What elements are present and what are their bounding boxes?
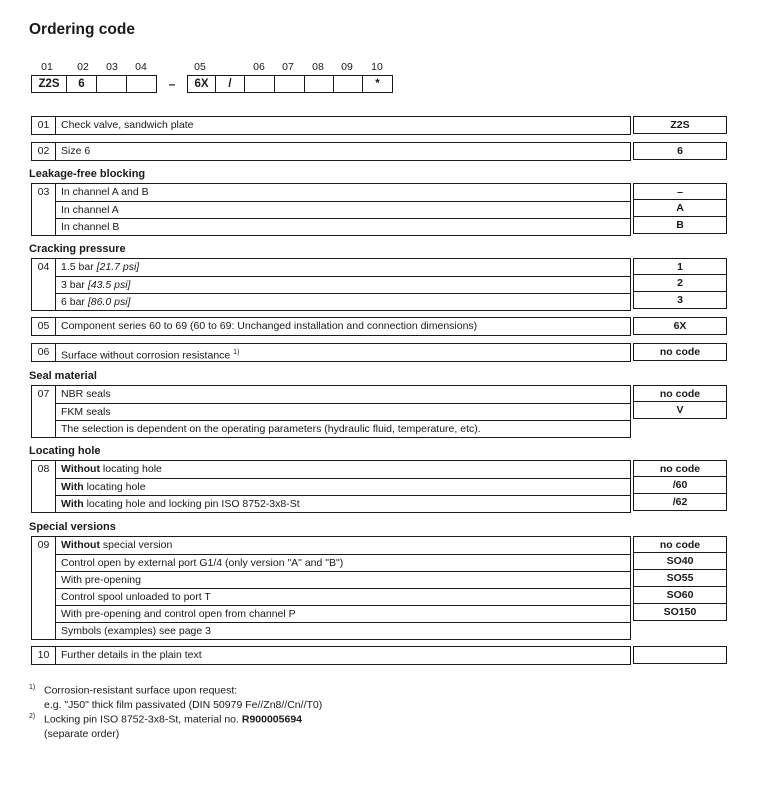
code-cell <box>245 75 275 93</box>
footnote-1 <box>29 684 237 697</box>
position-number: 03 <box>106 61 118 73</box>
code-value: SO60 <box>633 587 727 604</box>
position-number: 05 <box>194 61 206 73</box>
row-description: 6 bar <box>61 296 88 308</box>
row-description: In channel B <box>56 218 630 235</box>
footnote-mark: 1) <box>29 684 36 691</box>
code-cell: Z2S <box>31 75 67 93</box>
code-cell: 6 <box>67 75 97 93</box>
code-value: – <box>633 183 727 200</box>
code-value <box>633 646 727 664</box>
footnote-mark: 2) <box>29 713 36 720</box>
code-value: 2 <box>633 275 727 292</box>
row-number: 02 <box>32 143 56 160</box>
code-dash: – <box>168 77 176 91</box>
code-value: /62 <box>633 494 727 511</box>
code-value: V <box>633 402 727 419</box>
section-heading: Locating hole <box>29 445 101 457</box>
row-description: With pre-opening and control open from channel P <box>56 605 630 622</box>
code-value: 3 <box>633 292 727 309</box>
row-number: 06 <box>32 344 56 361</box>
code-cell: / <box>216 75 245 93</box>
page-title: Ordering code <box>29 21 135 38</box>
code-value: no code <box>633 460 727 477</box>
code-cell <box>97 75 127 93</box>
row-number: 04 <box>32 259 56 276</box>
row-number: 08 <box>32 461 56 478</box>
code-value: 6 <box>633 142 727 160</box>
row-description: NBR seals <box>61 388 111 400</box>
row-description: FKM seals <box>56 403 630 420</box>
row-description: Check valve, sandwich plate <box>61 119 194 131</box>
code-value: 6X <box>633 317 727 335</box>
row-description: Surface without corrosion resistance <box>61 349 234 362</box>
code-cell: 6X <box>187 75 216 93</box>
row-description: Component series 60 to 69 (60 to 69: Unchanged installation and connection dimensions) <box>61 320 478 332</box>
row-07 <box>31 385 631 438</box>
row-description: special version <box>99 539 173 551</box>
row-number: 07 <box>32 386 56 403</box>
row-number: 05 <box>32 318 56 335</box>
position-number: 06 <box>253 61 265 73</box>
row-description: In channel A and B <box>61 186 149 198</box>
psi-value: [86.0 psi] <box>87 296 131 308</box>
footnote-ref: 1) <box>233 349 240 356</box>
row-10 <box>31 646 631 665</box>
row-number: 01 <box>32 117 56 134</box>
section-heading: Seal material <box>29 370 97 382</box>
code-value: A <box>633 200 727 217</box>
position-number: 02 <box>77 61 89 73</box>
row-05 <box>31 317 631 336</box>
code-value: SO40 <box>633 553 727 570</box>
code-value: no code <box>633 385 727 402</box>
position-number: 04 <box>135 61 147 73</box>
row-number: 09 <box>32 537 56 554</box>
ordering-code-strip <box>31 75 393 93</box>
footnote-text: Locking pin ISO 8752-3x8-St, material no. <box>44 713 242 726</box>
row-04 <box>31 258 631 311</box>
row-description: Symbols (examples) see page 3 <box>56 622 630 639</box>
row-description: With pre-opening <box>56 571 630 588</box>
section-heading: Cracking pressure <box>29 243 126 255</box>
position-number: 01 <box>41 61 53 73</box>
row-description-bold: Without <box>61 539 100 551</box>
code-cell <box>305 75 334 93</box>
row-description: 3 bar <box>61 279 88 291</box>
row-number: 10 <box>32 647 56 664</box>
psi-value: [21.7 psi] <box>96 261 140 273</box>
row-description: In channel A <box>56 201 630 218</box>
row-description: Size 6 <box>61 145 91 157</box>
row-description: 1.5 bar <box>61 261 97 273</box>
footnote-text: Corrosion-resistant surface upon request: <box>44 684 238 697</box>
row-description: Control open by external port G1/4 (only version "A" and "B") <box>56 554 630 571</box>
material-number: R900005694 <box>241 713 302 726</box>
code-cell <box>127 75 157 93</box>
code-cell <box>275 75 305 93</box>
section-heading: Leakage-free blocking <box>29 168 146 180</box>
row-08 <box>31 460 631 513</box>
position-number: 08 <box>312 61 324 73</box>
row-description: Control spool unloaded to port T <box>56 588 630 605</box>
row-description-bold: Without <box>61 463 100 475</box>
row-06 <box>31 343 631 362</box>
row-description: locating hole <box>99 463 162 475</box>
row-03 <box>31 183 631 236</box>
code-cell <box>334 75 363 93</box>
row-description-bold: With <box>61 481 84 493</box>
code-value: Z2S <box>633 116 727 134</box>
code-value: no code <box>633 536 727 553</box>
code-value: 1 <box>633 258 727 275</box>
row-description: locating hole and locking pin ISO 8752-3x8-St <box>83 498 300 510</box>
code-value: /60 <box>633 477 727 494</box>
code-value: SO150 <box>633 604 727 621</box>
row-09 <box>31 536 631 640</box>
position-number: 10 <box>371 61 383 73</box>
row-description: The selection is dependent on the operating parameters (hydraulic fluid, temperature, etc). <box>56 420 630 437</box>
position-number: 07 <box>282 61 294 73</box>
footnote-text: (separate order) <box>44 728 120 740</box>
row-02 <box>31 142 631 161</box>
row-description-bold: With <box>61 498 84 510</box>
code-cell: * <box>363 75 393 93</box>
row-description: Further details in the plain text <box>61 649 202 661</box>
row-number: 03 <box>32 184 56 201</box>
section-heading: Special versions <box>29 521 116 533</box>
psi-value: [43.5 psi] <box>87 279 131 291</box>
position-number: 09 <box>341 61 353 73</box>
footnote-text: e.g. "J50" thick film passivated (DIN 50979 Fe//Zn8//Cn//T0) <box>44 699 323 711</box>
code-value: SO55 <box>633 570 727 587</box>
row-description: locating hole <box>83 481 146 493</box>
code-value: B <box>633 217 727 234</box>
code-value: no code <box>633 343 727 361</box>
footnote-2 <box>29 713 302 726</box>
row-01 <box>31 116 631 135</box>
